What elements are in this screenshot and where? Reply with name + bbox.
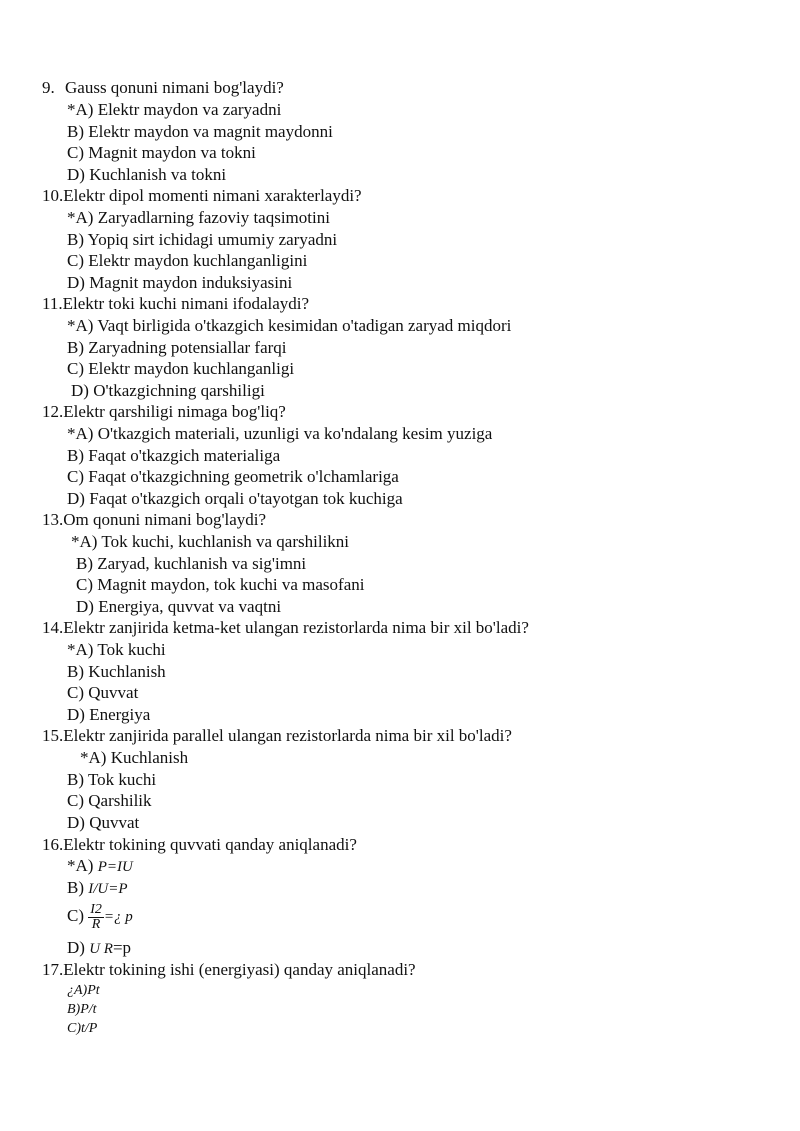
- option-correct: *A) Tok kuchi: [67, 640, 166, 659]
- option: C) Faqat o'tkazgichning geometrik o'lchamlariga: [67, 467, 399, 486]
- option: C) Magnit maydon va tokni: [67, 143, 256, 162]
- option: C) Elektr maydon kuchlanganligi: [67, 359, 295, 378]
- option: B) Faqat o'tkazgich materialiga: [67, 446, 281, 465]
- question-9: [42, 77, 284, 98]
- question-14: [42, 617, 529, 638]
- fraction-numerator: I2: [90, 901, 102, 917]
- formula-rest: =¿ p: [103, 909, 133, 925]
- option: B) Kuchlanish: [67, 662, 166, 681]
- question-text: Elektr tokining ishi (energiyasi) qanday aniqlanadi?: [63, 960, 416, 979]
- option: B)P/t: [67, 1002, 97, 1017]
- formula: I/U=P: [88, 881, 128, 897]
- formula-rest: =p: [112, 938, 132, 957]
- question-12: [42, 401, 286, 422]
- question-13: [42, 509, 266, 530]
- option-correct: *A) Vaqt birligida o'tkazgich kesimidan o'tadigan zaryad miqdori: [67, 316, 512, 335]
- option: D) Faqat o'tkazgich orqali o'tayotgan tok kuchiga: [67, 489, 403, 508]
- option-correct: *A) Kuchlanish: [80, 748, 189, 767]
- option: D) O'tkazgichning qarshiligi: [71, 381, 265, 400]
- formula: P=IU: [97, 859, 133, 875]
- question-number: 15.: [42, 726, 64, 745]
- option: [67, 937, 131, 960]
- question-number: 16.: [42, 835, 64, 854]
- option: D) Energiya, quvvat va vaqtni: [76, 597, 282, 616]
- question-number: 10.: [42, 186, 64, 205]
- option-correct: *A) Zaryadlarning fazoviy taqsimotini: [67, 208, 330, 227]
- question-16: [42, 834, 357, 855]
- option: C) Elektr maydon kuchlanganligini: [67, 251, 308, 270]
- option-label: D): [67, 938, 85, 957]
- option: B) Yopiq sirt ichidagi umumiy zaryadni: [67, 230, 338, 249]
- option-correct: [67, 855, 133, 878]
- question-10: [42, 185, 362, 206]
- question-text: Elektr qarshiligi nimaga bog'liq?: [63, 402, 286, 421]
- fraction: [88, 903, 104, 932]
- option: D) Energiya: [67, 705, 151, 724]
- option: B) Tok kuchi: [67, 770, 157, 789]
- question-number: 11.: [42, 294, 63, 313]
- question-text: Elektr zanjirida parallel ulangan rezistorlarda nima bir xil bo'ladi?: [63, 726, 512, 745]
- option: B) Elektr maydon va magnit maydonni: [67, 122, 333, 141]
- question-number: 9.: [42, 78, 55, 97]
- option: D) Kuchlanish va tokni: [67, 165, 227, 184]
- question-text: Elektr tokining quvvati qanday aniqlanadi?: [63, 835, 357, 854]
- option: C) Quvvat: [67, 683, 139, 702]
- option: [67, 898, 133, 935]
- question-number: 12.: [42, 402, 64, 421]
- option-correct: *A) Tok kuchi, kuchlanish va qarshilikni: [71, 532, 350, 551]
- option-label: *A): [67, 856, 94, 875]
- option: C) Magnit maydon, tok kuchi va masofani: [76, 575, 365, 594]
- option: B) Zaryad, kuchlanish va sig'imni: [76, 554, 307, 573]
- question-text: Elektr toki kuchi nimani ifodalaydi?: [62, 294, 310, 313]
- question-number: 13.: [42, 510, 64, 529]
- question-17: [42, 959, 416, 980]
- option-correct: *A) Elektr maydon va zaryadni: [67, 100, 282, 119]
- option: C)t/P: [67, 1021, 98, 1036]
- option: C) Qarshilik: [67, 791, 152, 810]
- question-15: [42, 725, 512, 746]
- option-label: C): [67, 906, 84, 925]
- question-number: 17.: [42, 960, 64, 979]
- option: B) Zaryadning potensiallar farqi: [67, 338, 287, 357]
- formula: U R: [89, 941, 113, 957]
- question-text: Gauss qonuni nimani bog'laydi?: [65, 78, 284, 97]
- option: D) Quvvat: [67, 813, 140, 832]
- question-11: [42, 293, 309, 314]
- question-text: Elektr zanjirida ketma-ket ulangan rezistorlarda nima bir xil bo'ladi?: [63, 618, 529, 637]
- fraction-denominator: R: [91, 916, 101, 932]
- question-text: Om qonuni nimani bog'laydi?: [63, 510, 267, 529]
- option-correct: *A) O'tkazgich materiali, uzunligi va ko'ndalang kesim yuziga: [67, 424, 493, 443]
- option: [67, 877, 128, 900]
- option: D) Magnit maydon induksiyasini: [67, 273, 293, 292]
- question-text: Elektr dipol momenti nimani xarakterlaydi?: [63, 186, 362, 205]
- option-label: B): [67, 878, 84, 897]
- option: ¿A)Pt: [67, 983, 100, 998]
- question-number: 14.: [42, 618, 64, 637]
